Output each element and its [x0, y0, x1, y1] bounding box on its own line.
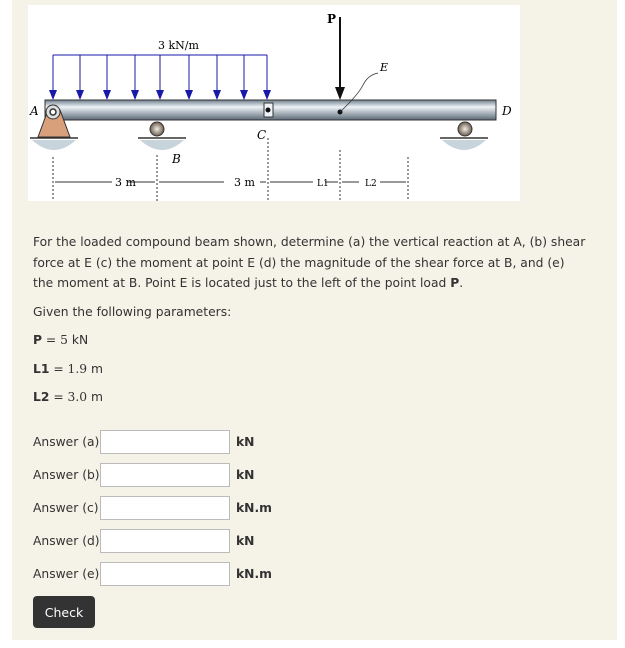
question-text: For the loaded compound beam shown, determine (a) the vertical reaction at A, (b) shear force at E (c) the moment at point E (d) the magnitude of the shear force at B, and (e) the moment at B. Point E is located just to the left of the point load P. Given the following parameters: P = 5 kN L1 = 1.9 m L2 = 3.0 m	[33, 232, 588, 416]
param-l2: L2 = 3.0 m	[33, 390, 103, 404]
answer-row-b: Answer (b) kN	[33, 462, 254, 488]
svg-text:3 m: 3 m	[115, 176, 136, 189]
svg-text:A: A	[30, 104, 39, 118]
svg-text:3 m: 3 m	[234, 176, 255, 189]
answer-row-e: Answer (e) kN.m	[33, 561, 272, 587]
roller-support-d	[458, 122, 472, 136]
param-l1: L1 = 1.9 m	[33, 361, 103, 376]
beam-diagram	[28, 5, 520, 201]
answer-row-d: Answer (d) kN	[33, 528, 254, 554]
answer-b-input[interactable]	[100, 463, 230, 487]
answer-c-input[interactable]	[100, 496, 230, 520]
param-p: P = 5 kN	[33, 333, 89, 347]
answer-a-input[interactable]	[100, 430, 230, 454]
svg-text:D: D	[502, 104, 512, 118]
load-label: 3 kN/m	[158, 39, 199, 52]
svg-text:B: B	[172, 152, 181, 166]
check-button[interactable]: Check	[33, 596, 95, 628]
svg-text:P: P	[327, 12, 337, 26]
svg-text:L1: L1	[317, 179, 329, 189]
svg-text:L2: L2	[365, 179, 377, 189]
answer-d-input[interactable]	[100, 529, 230, 553]
answer-row-a: Answer (a) kN	[33, 429, 254, 455]
answer-row-c: Answer (c) kN.m	[33, 495, 272, 521]
answer-e-input[interactable]	[100, 562, 230, 586]
svg-text:E: E	[380, 61, 389, 74]
svg-text:C: C	[257, 128, 267, 142]
roller-support-b	[150, 122, 164, 136]
